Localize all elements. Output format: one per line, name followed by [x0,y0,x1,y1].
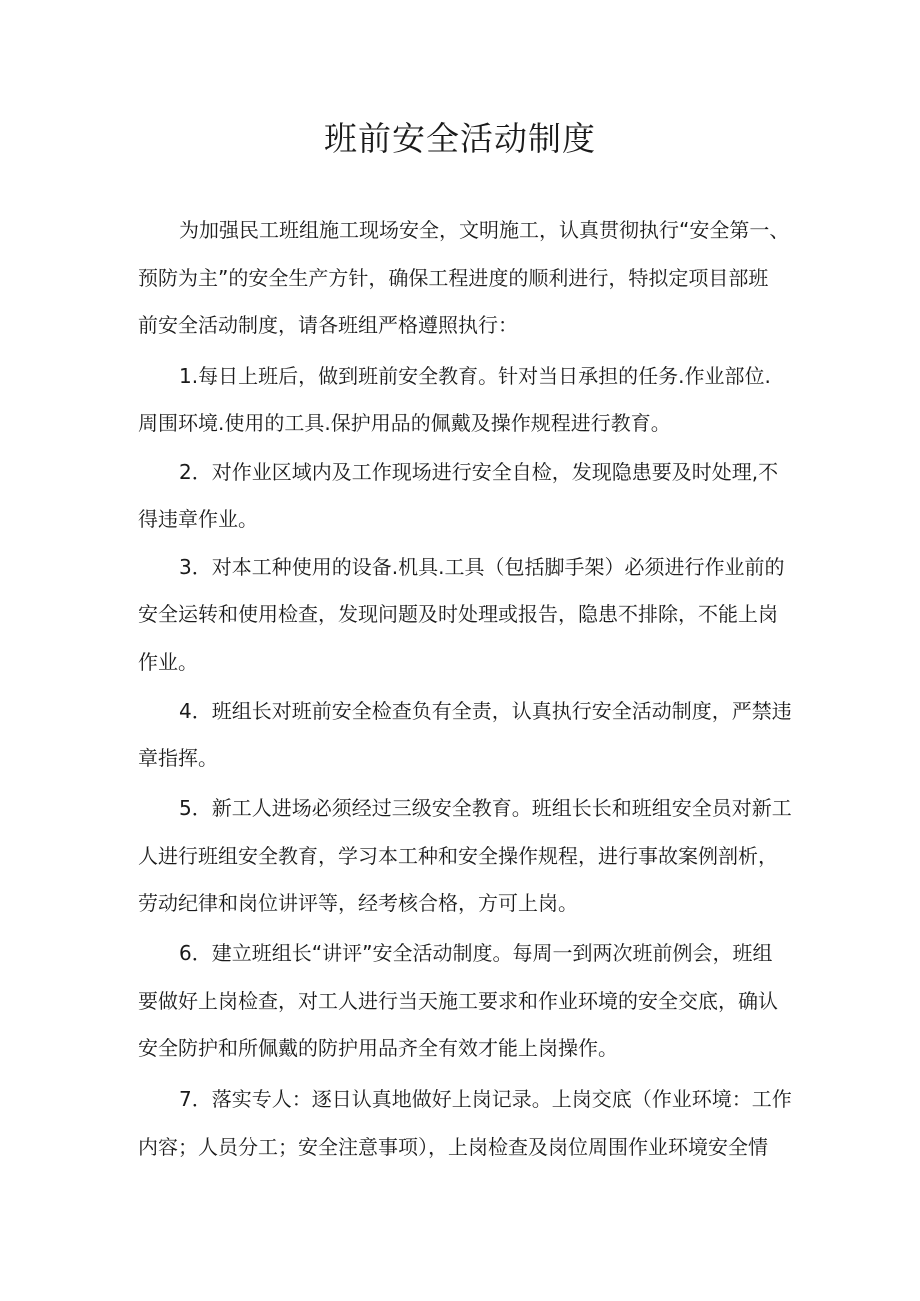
paragraph-line: 章指挥。 [138,746,218,770]
paragraph-line: 5．新工人进场必须经过三级安全教育。班组长长和班组安全员对新工 [179,796,792,820]
paragraph-line: 作业。 [138,650,198,674]
paragraph-line: 得违章作业。 [138,507,258,531]
paragraph-line: 3．对本工种使用的设备.机具.工具（包括脚手架）必须进行作业前的 [179,555,785,579]
paragraph-line: 4．班组长对班前安全检查负有全责，认真执行安全活动制度，严禁违 [179,699,792,723]
paragraph-line: 1.每日上班后，做到班前安全教育。针对当日承担的任务.作业部位. [179,364,771,388]
paragraph-line: 内容；人员分工；安全注意事项），上岗检查及岗位周围作业环境安全情 [138,1135,768,1159]
paragraph-line: 为加强民工班组施工现场安全，文明施工，认真贯彻执行“安全第一、 [179,218,790,242]
paragraph-line: 2．对作业区域内及工作现场进行安全自检，发现隐患要及时处理,不 [179,460,779,484]
paragraph-line: 安全运转和使用检查，发现问题及时处理或报告，隐患不排除，不能上岗 [138,602,778,626]
paragraph-line: 7．落实专人：逐日认真地做好上岗记录。上岗交底（作业环境：工作 [179,1087,792,1111]
paragraph-line: 要做好上岗检查，对工人进行当天施工要求和作业环境的安全交底，确认 [138,989,778,1013]
paragraph-line: 周围环境.使用的工具.保护用品的佩戴及操作规程进行教育。 [138,411,671,435]
document-title: 班前安全活动制度 [324,119,596,158]
paragraph-line: 人进行班组安全教育，学习本工种和安全操作规程，进行事故案例剖析， [138,844,778,868]
paragraph-line: 预防为主”的安全生产方针，确保工程进度的顺利进行，特拟定项目部班 [138,266,769,290]
paragraph-line: 安全防护和所佩戴的防护用品齐全有效才能上岗操作。 [138,1036,618,1060]
paragraph-line: 劳动纪律和岗位讲评等，经考核合格，方可上岗。 [138,891,578,915]
paragraph-line: 6．建立班组长“讲评”安全活动制度。每周一到两次班前例会，班组 [179,941,773,965]
paragraph-line: 前安全活动制度，请各班组严格遵照执行： [138,313,518,337]
